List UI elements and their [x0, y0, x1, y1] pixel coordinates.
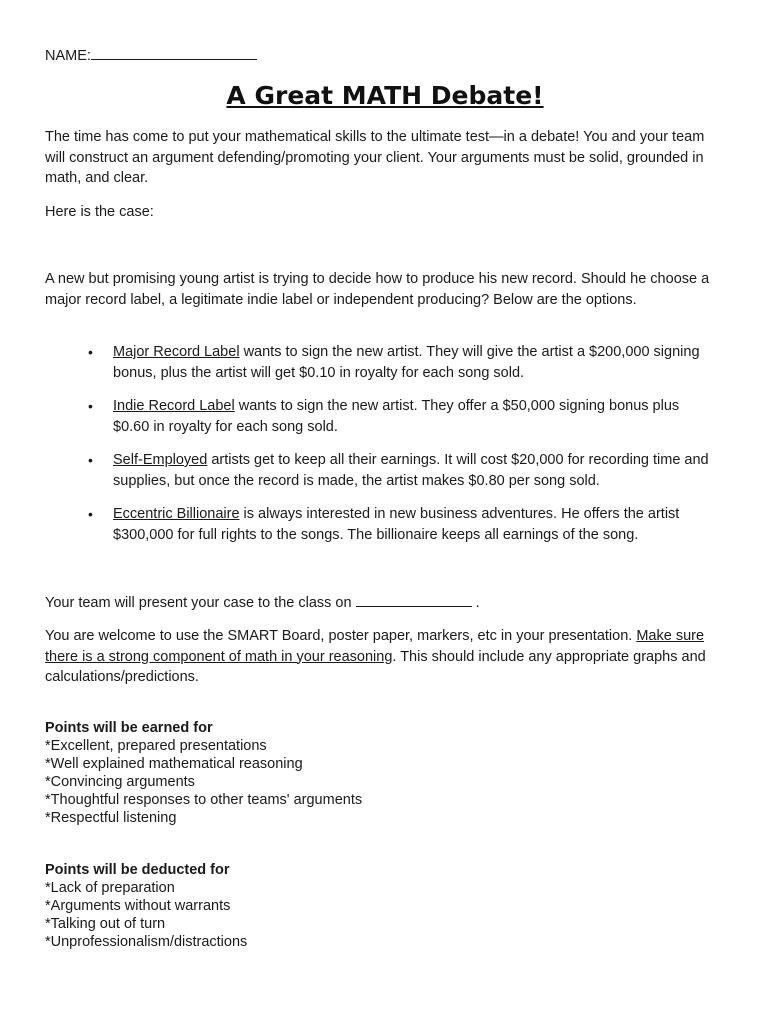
bullet-icon: • — [88, 344, 93, 360]
option-text: wants to sign the new artist. They offer a $50,000 signing bonus plus $0.60 in royalty for each song sold. — [113, 398, 680, 435]
option-name: Indie Record Label — [113, 398, 235, 414]
page-title: A Great MATH Debate! — [226, 81, 544, 110]
list-item: *Excellent, prepared presentations — [45, 738, 267, 754]
option-name: Major Record Label — [113, 344, 240, 360]
present-prefix: Your team will present your case to the class on — [45, 595, 356, 611]
list-item: *Respectful listening — [45, 810, 177, 826]
points-deducted-heading: Points will be deducted for — [45, 862, 230, 878]
option-text: is always interested in new business adventures. He offers the artist $300,000 for full rights to the songs. The billionaire keeps all earnings of the song. — [113, 506, 680, 543]
list-item: *Arguments without warrants — [45, 898, 231, 914]
welcome-prefix: You are welcome to use the SMART Board, poster paper, markers, etc in your presentation. — [45, 628, 637, 644]
presentation-date-line — [45, 592, 717, 614]
points-earned-section — [45, 719, 717, 827]
bullet-icon: • — [88, 398, 93, 414]
option-text: wants to sign the new artist. They will give the artist a $200,000 signing bonus, plus the artist will get $0.10 in royalty for each song sold. — [113, 344, 700, 381]
option-text: artists get to keep all their earnings. It will cost $20,000 for recording time and supplies, but once the record is made, the artist makes $0.80 per song sold. — [113, 452, 709, 489]
list-item: *Well explained mathematical reasoning — [45, 756, 303, 772]
list-item: *Unprofessionalism/distractions — [45, 934, 248, 950]
list-item: *Talking out of turn — [45, 916, 166, 932]
name-label: NAME: — [45, 48, 91, 64]
bullet-icon: • — [88, 452, 93, 468]
date-blank-line — [356, 592, 472, 607]
list-item: *Lack of preparation — [45, 880, 175, 896]
option-item — [88, 342, 718, 383]
scenario-paragraph: A new but promising young artist is trying to decide how to produce his new record. Should he choose a major record label, a legitimate indie label or independent producing? Below are the options. — [45, 271, 710, 308]
option-item — [88, 504, 718, 545]
list-item: *Thoughtful responses to other teams' arguments — [45, 792, 363, 808]
present-suffix: . — [471, 595, 480, 611]
welcome-emphasis: Make sure there is a strong component of math in your reasoning — [45, 628, 705, 665]
welcome-paragraph — [45, 626, 717, 688]
welcome-suffix: . This should include any appropriate graphs and calculations/predictions. — [45, 648, 706, 685]
option-item — [88, 396, 718, 437]
points-earned-heading: Points will be earned for — [45, 720, 213, 736]
bullet-icon: • — [88, 506, 93, 522]
intro-paragraph: The time has come to put your mathematical skills to the ultimate test—in a debate! You and your team will construct an argument defending/promoting your client. Your arguments must be solid, grounded in math, and clear. — [45, 129, 705, 186]
case-label: Here is the case: — [45, 204, 154, 220]
points-deducted-section — [45, 861, 717, 951]
name-field-row — [45, 45, 345, 67]
option-name: Self-Employed — [113, 452, 208, 468]
list-item: *Convincing arguments — [45, 774, 195, 790]
option-name: Eccentric Billionaire — [113, 506, 240, 522]
options-list — [88, 342, 718, 558]
option-item — [88, 450, 718, 491]
name-blank-line — [91, 45, 257, 60]
